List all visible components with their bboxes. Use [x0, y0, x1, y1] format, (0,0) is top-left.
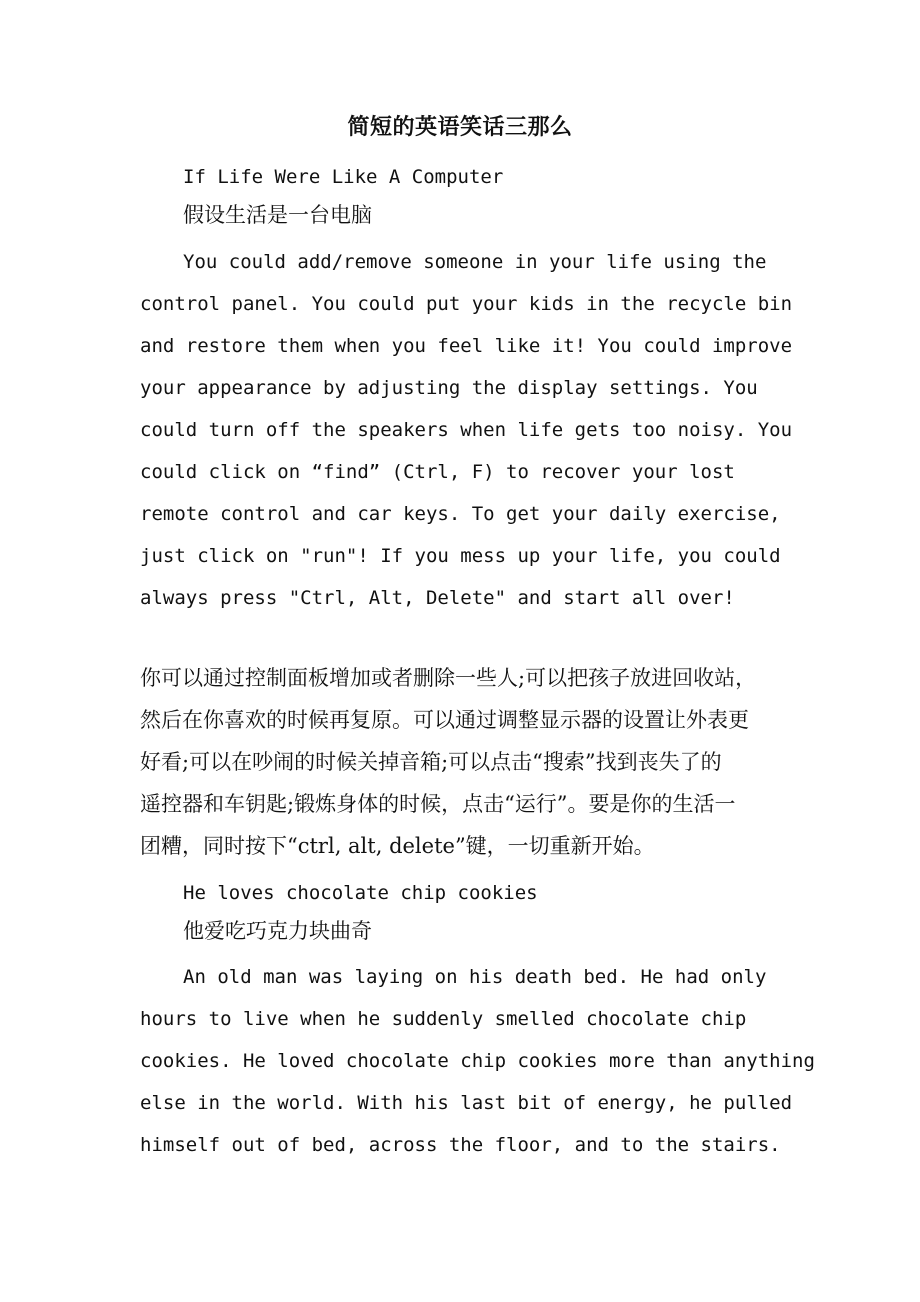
- body-line: himself out of bed, across the floor, and to the stairs.: [140, 1134, 781, 1156]
- body-line: cookies. He loved chocolate chip cookies more than anything: [140, 1050, 815, 1072]
- body-line-zh: 团糟，同时按下“ctrl, alt, delete”键，一切重新开始。: [140, 834, 655, 858]
- body-line-zh: 好看;可以在吵闹的时候关掉音箱;可以点击“搜索”找到丧失了的: [140, 750, 722, 774]
- body-line: just click on "run"! If you mess up your life, you could: [140, 545, 781, 567]
- section-heading-en: If Life Were Like A Computer: [183, 166, 504, 188]
- body-line: could turn off the speakers when life gets too noisy. You: [140, 419, 793, 441]
- body-line: else in the world. With his last bit of energy, he pulled: [140, 1092, 793, 1114]
- body-line: could click on “find” (Ctrl, F) to recover your lost: [140, 461, 735, 483]
- body-line-zh: 遥控器和车钥匙;锻炼身体的时候，点击“运行”。要是你的生活一: [140, 792, 736, 816]
- body-line: control panel. You could put your kids in the recycle bin: [140, 293, 793, 315]
- body-line: remote control and car keys. To get your daily exercise,: [140, 503, 781, 525]
- page-title: 简短的英语笑话三那么: [347, 114, 573, 140]
- body-line-zh: 然后在你喜欢的时候再复原。可以通过调整显示器的设置让外表更: [140, 708, 749, 732]
- body-line: your appearance by adjusting the display settings. You: [140, 377, 758, 399]
- body-line: You could add/remove someone in your life using the: [183, 251, 767, 273]
- section-heading-zh: 假设生活是一台电脑: [183, 203, 372, 227]
- section-heading-en: He loves chocolate chip cookies: [183, 882, 538, 904]
- body-line: always press "Ctrl, Alt, Delete" and start all over!: [140, 587, 735, 609]
- body-line: and restore them when you feel like it! You could improve: [140, 335, 793, 357]
- body-line: hours to live when he suddenly smelled chocolate chip: [140, 1008, 747, 1030]
- body-line-zh: 你可以通过控制面板增加或者删除一些人;可以把孩子放进回收站，: [140, 666, 757, 690]
- section-heading-zh: 他爱吃巧克力块曲奇: [183, 919, 372, 943]
- body-line: An old man was laying on his death bed. He had only: [183, 966, 767, 988]
